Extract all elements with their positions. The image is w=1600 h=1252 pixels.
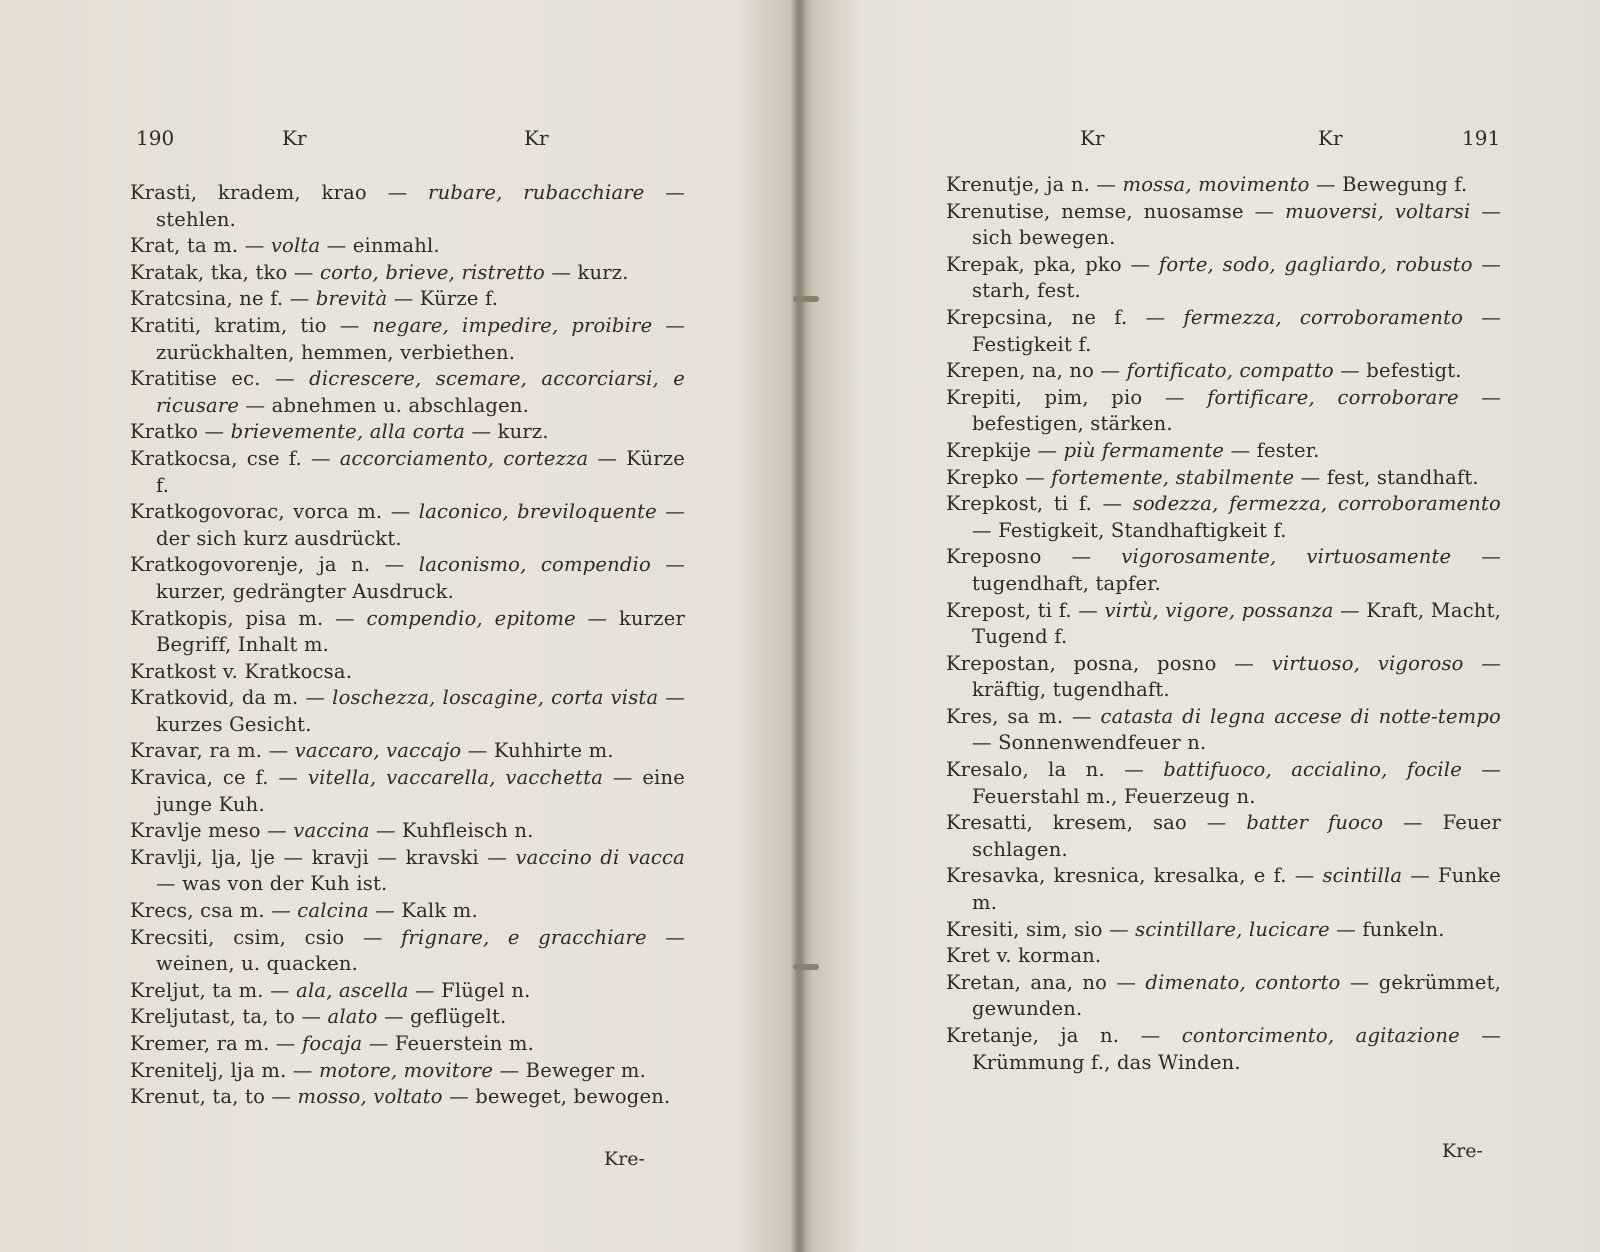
german-gloss: Festigkeit, Standhaftigkeit f.: [998, 518, 1287, 542]
italian-gloss: dimenato, contorto: [1145, 970, 1341, 994]
german-gloss: befestigt.: [1366, 359, 1462, 383]
headword: Krenut, ta, to: [130, 1085, 266, 1109]
german-gloss: abnehmen u. abschlagen.: [271, 393, 529, 417]
german-gloss: fest, standhaft.: [1326, 465, 1479, 489]
running-head: Kr: [1080, 126, 1105, 150]
dictionary-entry: Krecs, csa m. — calcina — Kalk m.: [130, 899, 478, 923]
headword: Krecs, csa m.: [130, 899, 265, 923]
dictionary-entry: Kratkogovorac, vorca m. — laconico, breviloquente — der sich kurz ausdrückt.: [130, 500, 685, 550]
german-gloss: eine junge Kuh.: [156, 766, 685, 816]
italian-gloss: fortemente, stabilmente: [1051, 465, 1295, 489]
catchword: Kre-: [604, 1148, 645, 1170]
german-gloss: was von der Kuh ist.: [182, 872, 388, 896]
italian-gloss: scintilla: [1322, 864, 1403, 888]
german-gloss: gekrümmet, gewunden.: [972, 970, 1502, 1021]
german-gloss: fester.: [1256, 438, 1320, 462]
italian-gloss: sodezza, fermezza, corroboramento: [1132, 492, 1501, 516]
german-gloss: Kalk m.: [401, 899, 478, 923]
dictionary-entry: Krepkost, ti f. — sodezza, fermezza, corroboramento — Festigkeit, Standhaftigkeit f.: [946, 492, 1501, 542]
german-gloss: funkeln.: [1362, 917, 1445, 941]
dictionary-entry: [130, 659, 685, 686]
headword: Kravar, ra m.: [130, 739, 263, 763]
german-gloss: Funke m.: [972, 864, 1502, 915]
german-gloss: Feuer schlagen.: [972, 811, 1502, 861]
headword: Kret v. korman.: [946, 944, 1102, 968]
headword: Krepiti, pim, pio: [946, 385, 1143, 409]
dictionary-entry: Kretan, ana, no — dimenato, contorto — gekrümmet, gewunden.: [946, 970, 1502, 1021]
headword: Kretan, ana, no: [946, 970, 1108, 994]
italian-gloss: motore, movitore: [318, 1058, 494, 1082]
german-gloss: Flügel n.: [441, 978, 531, 1002]
german-gloss: Beweger m.: [525, 1058, 647, 1082]
dictionary-entry: Krasti, kradem, krao — rubare, rubacchiare — stehlen.: [130, 181, 686, 231]
dictionary-entry: Krepkije — più fermamente — fester.: [946, 438, 1320, 462]
headword: Kratko: [130, 420, 199, 444]
headword: Kratcsina, ne f.: [130, 287, 284, 311]
dictionary-entry: Krepostan, posna, posno — virtuoso, vigoroso — kräftig, tugendhaft.: [946, 651, 1501, 702]
headword: Krepkost, ti f.: [946, 492, 1092, 516]
german-gloss: Kürze f.: [419, 287, 499, 311]
headword: Kretanje, ja n.: [946, 1024, 1120, 1047]
dictionary-entry: Kratkocsa, cse f. — accorciamento, cortezza — Kürze f.: [130, 446, 685, 497]
italian-gloss: fermezza, corroboramento: [1183, 305, 1464, 329]
german-gloss: kurzer, gedrängter Ausdruck.: [156, 579, 455, 603]
headword: Krepost, ti f.: [946, 598, 1072, 622]
dictionary-entry: Kremer, ra m. — focaja — Feuerstein m.: [130, 1032, 534, 1055]
headword: Krepcsina, ne f.: [946, 305, 1128, 329]
german-gloss: tugendhaft, tapfer.: [972, 571, 1161, 595]
italian-gloss: rubare, rubacchiare: [428, 181, 645, 204]
german-gloss: stehlen.: [156, 207, 237, 231]
italian-gloss: battifuoco, accialino, focile: [1163, 758, 1462, 782]
italian-gloss: loschezza, loscagine, corta vista: [332, 686, 659, 710]
headword: Kravlje meso: [130, 819, 261, 843]
headword: Krepostan, posna, posno: [946, 651, 1217, 675]
running-head: Kr: [1318, 126, 1343, 150]
headword: Kratkost v. Kratkocsa.: [130, 659, 353, 683]
headword: Krat, ta m.: [130, 234, 239, 258]
running-head: Kr: [524, 126, 549, 150]
headword: Kratitise ec.: [130, 367, 261, 391]
headword: Krecsiti, csim, csio: [130, 925, 345, 949]
german-gloss: Kuhhirte m.: [493, 739, 614, 763]
italian-gloss: mosso, voltato: [297, 1085, 443, 1109]
italian-gloss: vitella, vaccarella, vacchetta: [307, 766, 604, 790]
dictionary-entry: Kratko — brievemente, alla corta — kurz.: [130, 420, 549, 444]
dictionary-entry: Kreposno — vigorosamente, virtuosamente — tugendhaft, tapfer.: [946, 545, 1501, 595]
headword: Kratkopis, pisa m.: [130, 606, 324, 630]
headword: Kreljutast, ta, to: [130, 1005, 296, 1029]
italian-gloss: alato: [327, 1005, 378, 1029]
dictionary-entries: [130, 180, 685, 1111]
dictionary-entry: Kratitise ec. — dicrescere, scemare, accorciarsi, e ricusare — abnehmen u. abschlagen.: [130, 367, 685, 417]
dictionary-entry: Krepiti, pim, pio — fortificare, corroborare — befestigen, stärken.: [946, 385, 1501, 436]
german-gloss: der sich kurz ausdrückt.: [156, 526, 402, 550]
headword: Kratkovid, da m.: [130, 686, 299, 710]
dictionary-entry: Kratcsina, ne f. — brevità — Kürze f.: [130, 287, 499, 311]
headword: Kreljut, ta m.: [130, 978, 264, 1002]
german-gloss: einmahl.: [352, 234, 440, 258]
german-gloss: kurz.: [577, 260, 629, 284]
german-gloss: Feuerstahl m., Feuerzeug n.: [972, 784, 1256, 808]
dictionary-entries: [946, 172, 1501, 1076]
german-gloss: kurzes Gesicht.: [156, 712, 312, 736]
german-gloss: Kraft, Macht, Tugend f.: [972, 598, 1502, 649]
dictionary-entry: Krenutise, nemse, nuosamse — muoversi, voltarsi — sich bewegen.: [946, 199, 1501, 250]
dictionary-entry: Kratkogovorenje, ja n. — laconismo, compendio — kurzer, gedrängter Ausdruck.: [130, 553, 685, 603]
italian-gloss: contorcimento, agitazione: [1181, 1024, 1460, 1047]
german-gloss: Sonnenwendfeuer n.: [998, 731, 1207, 755]
dictionary-entry: Kravlje meso — vaccina — Kuhfleisch n.: [130, 819, 534, 843]
headword: Krenitelj, lja m.: [130, 1058, 287, 1082]
headword: Kres, sa m.: [946, 704, 1064, 728]
german-gloss: kurzer Begriff, Inhalt m.: [156, 606, 685, 657]
dictionary-entry: [946, 943, 1501, 970]
italian-gloss: mossa, movimento: [1122, 173, 1310, 196]
italian-gloss: laconico, breviloquente: [418, 500, 657, 524]
italian-gloss: accorciamento, cortezza: [339, 446, 589, 470]
german-gloss: Festigkeit f.: [972, 332, 1092, 356]
dictionary-entry: Kratkopis, pisa m. — compendio, epitome — kurzer Begriff, Inhalt m.: [130, 606, 685, 657]
dictionary-entry: Kresavka, kresnica, kresalka, e f. — scintilla — Funke m.: [946, 864, 1502, 915]
dictionary-entry: Krepen, na, no — fortificato, compatto — befestigt.: [946, 359, 1462, 383]
headword: Kravlji, lja, lje — kravji — kravski: [130, 845, 479, 869]
german-gloss: geflügelt.: [410, 1005, 507, 1029]
italian-gloss: focaja: [301, 1032, 363, 1055]
dictionary-entry: Kratak, tka, tko — corto, brieve, ristretto — kurz.: [130, 260, 629, 284]
german-gloss: Krümmung f., das Winden.: [972, 1050, 1241, 1074]
italian-gloss: brievemente, alla corta: [230, 420, 466, 444]
headword: Krepen, na, no: [946, 359, 1095, 383]
headword: Kresavka, kresnica, kresalka, e f.: [946, 864, 1287, 888]
italian-gloss: ala, ascella: [296, 978, 409, 1002]
german-gloss: kurz.: [497, 420, 549, 444]
dictionary-entry: Kresatti, kresem, sao — batter fuoco — Feuer schlagen.: [946, 811, 1502, 861]
italian-gloss: più fermamente: [1063, 438, 1225, 462]
headword: Kratkocsa, cse f.: [130, 446, 302, 470]
german-gloss: befestigen, stärken.: [972, 412, 1173, 436]
italian-gloss: forte, sodo, gagliardo, robusto: [1158, 252, 1473, 276]
italian-gloss: batter fuoco: [1246, 811, 1384, 835]
italian-gloss: calcina: [297, 899, 369, 923]
dictionary-entry: Kratkovid, da m. — loschezza, loscagine, corta vista — kurzes Gesicht.: [130, 686, 685, 736]
german-gloss: starh, fest.: [972, 279, 1081, 303]
headword: Krepak, pka, pko: [946, 252, 1122, 276]
dictionary-entry: Kreljutast, ta, to — alato — geflügelt.: [130, 1005, 507, 1029]
dictionary-entry: Krenut, ta, to — mosso, voltato — beweget, bewogen.: [130, 1085, 671, 1109]
italian-gloss: vaccaro, vaccajo: [294, 739, 462, 763]
italian-gloss: compendio, epitome: [366, 606, 576, 630]
dictionary-entry: Krenitelj, lja m. — motore, movitore — Beweger m.: [130, 1058, 647, 1082]
german-gloss: Kuhfleisch n.: [402, 819, 534, 843]
italian-gloss: laconismo, compendio: [418, 553, 651, 577]
german-gloss: kräftig, tugendhaft.: [972, 678, 1170, 702]
dictionary-entry: Kreljut, ta m. — ala, ascella — Flügel n.: [130, 978, 531, 1002]
dictionary-entry: Kresiti, sim, sio — scintillare, lucicare — funkeln.: [946, 917, 1445, 941]
headword: Kresalo, la n.: [946, 758, 1105, 782]
dictionary-entry: Kravlji, lja, lje — kravji — kravski — vaccino di vacca — was von der Kuh ist.: [130, 845, 685, 896]
dictionary-entry: Krecsiti, csim, csio — frignare, e gracchiare — weinen, u. quacken.: [130, 925, 685, 976]
dictionary-entry: Kratiti, kratim, tio — negare, impedire, proibire — zurückhalten, hemmen, verbiethen.: [130, 313, 685, 364]
headword: Kratkogovorac, vorca m.: [130, 500, 383, 524]
dictionary-entry: Krenutje, ja n. — mossa, movimento — Bewegung f.: [946, 173, 1468, 196]
headword: Krasti, kradem, krao: [130, 181, 367, 204]
italian-gloss: virtù, vigore, possanza: [1104, 598, 1334, 622]
italian-gloss: negare, impedire, proibire: [372, 313, 653, 337]
headword: Kresiti, sim, sio: [946, 917, 1103, 941]
dictionary-entry: Kravar, ra m. — vaccaro, vaccajo — Kuhhirte m.: [130, 739, 614, 763]
italian-gloss: scintillare, lucicare: [1135, 917, 1330, 941]
dictionary-entry: Krepcsina, ne f. — fermezza, corroboramento — Festigkeit f.: [946, 305, 1501, 356]
italian-gloss: fortificato, compatto: [1126, 359, 1334, 383]
catchword: Kre-: [1442, 1140, 1483, 1162]
dictionary-entry: Krepak, pka, pko — forte, sodo, gagliardo, robusto — starh, fest.: [946, 252, 1502, 303]
italian-gloss: vaccino di vacca: [515, 845, 685, 869]
headword: Kravica, ce f.: [130, 766, 269, 790]
headword: Krepkije: [946, 438, 1032, 462]
german-gloss: sich bewegen.: [972, 226, 1116, 250]
italian-gloss: catasta di legna accese di notte-tempo: [1100, 704, 1501, 728]
german-gloss: beweget, bewogen.: [475, 1085, 671, 1109]
dictionary-entry: Krepost, ti f. — virtù, vigore, possanza — Kraft, Macht, Tugend f.: [946, 598, 1502, 649]
page-number: 190: [136, 126, 175, 150]
dictionary-entry: Krepko — fortemente, stabilmente — fest, standhaft.: [946, 465, 1479, 489]
italian-gloss: vaccina: [293, 819, 370, 843]
dictionary-entry: Kretanje, ja n. — contorcimento, agitazione — Krümmung f., das Winden.: [946, 1024, 1501, 1074]
italian-gloss: volta: [270, 234, 321, 258]
german-gloss: weinen, u. quacken.: [156, 952, 358, 976]
italian-gloss: virtuoso, vigoroso: [1271, 651, 1464, 675]
german-gloss: Kürze f.: [156, 446, 685, 497]
headword: Krenutje, ja n.: [946, 173, 1090, 196]
running-head: Kr: [282, 126, 307, 150]
headword: Kreposno: [946, 545, 1042, 569]
italian-gloss: muoversi, voltarsi: [1285, 199, 1471, 223]
headword: Kratiti, kratim, tio: [130, 313, 327, 337]
italian-gloss: brevità: [315, 287, 388, 311]
headword: Krepko: [946, 465, 1019, 489]
italian-gloss: fortificare, corroborare: [1207, 385, 1459, 409]
german-gloss: Bewegung f.: [1342, 173, 1468, 196]
headword: Krenutise, nemse, nuosamse: [946, 199, 1244, 223]
dictionary-entry: Kresalo, la n. — battifuoco, accialino, focile — Feuerstahl m., Feuerzeug n.: [946, 758, 1501, 808]
italian-gloss: corto, brieve, ristretto: [319, 260, 545, 284]
dictionary-entry: Krat, ta m. — volta — einmahl.: [130, 234, 440, 258]
headword: Kratak, tka, tko: [130, 260, 288, 284]
dictionary-entry: Kres, sa m. — catasta di legna accese di notte-tempo — Sonnenwendfeuer n.: [946, 704, 1501, 755]
italian-gloss: frignare, e gracchiare: [401, 925, 647, 949]
italian-gloss: dicrescere, scemare, accorciarsi, e ricusare: [156, 367, 685, 417]
german-gloss: zurückhalten, hemmen, verbiethen.: [156, 340, 516, 364]
page-number: 191: [1462, 126, 1501, 150]
italian-gloss: vigorosamente, virtuosamente: [1121, 545, 1452, 569]
headword: Kresatti, kresem, sao: [946, 811, 1187, 835]
headword: Kremer, ra m.: [130, 1032, 270, 1055]
dictionary-entry: Kravica, ce f. — vitella, vaccarella, vacchetta — eine junge Kuh.: [130, 766, 685, 816]
headword: Kratkogovorenje, ja n.: [130, 553, 371, 577]
german-gloss: Feuerstein m.: [394, 1032, 534, 1055]
